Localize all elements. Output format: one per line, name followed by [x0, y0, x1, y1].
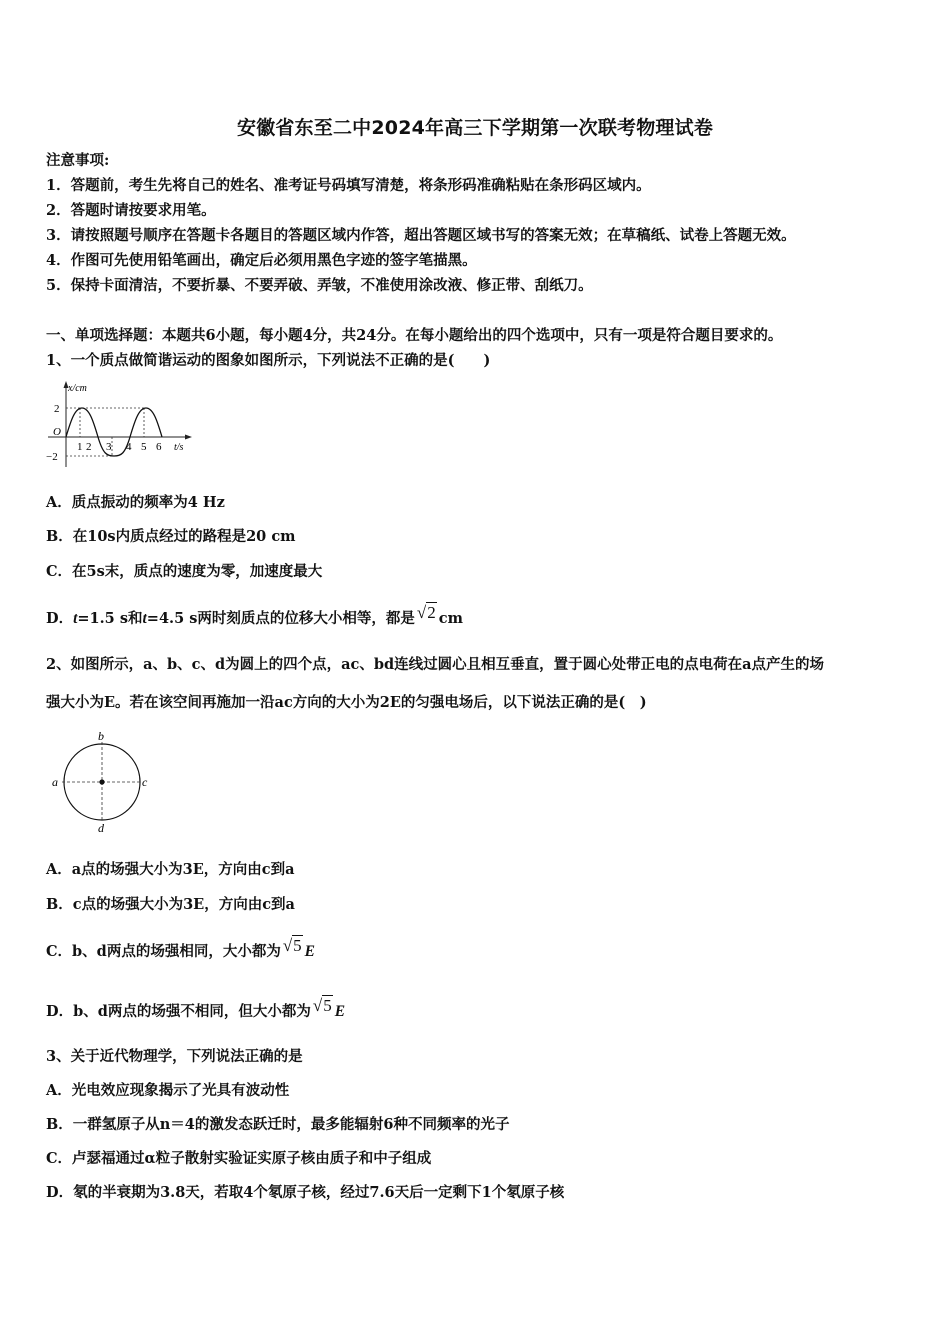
page-title: 安徽省东至二中2024年高三下学期第一次联考物理试卷 — [236, 117, 714, 139]
q1-option-d — [46, 603, 463, 629]
q1-vibration-graph — [44, 379, 194, 471]
q2-d-prefix: D．b、d两点的场强不相同，但大小都为 — [46, 1003, 311, 1020]
q1-option-c: C．在5s末，质点的速度为零，加速度最大 — [46, 563, 323, 580]
q1-option-b: B．在10s内质点经过的路程是20 cm — [46, 528, 296, 545]
x-axis-label: t/s — [174, 442, 184, 453]
notice-item-2: 2．答题时请按要求用笔。 — [46, 202, 216, 219]
x-tick-4: 4 — [126, 441, 132, 453]
notice-item-5: 5．保持卡面清洁，不要折暴、不要弄破、弄皱，不准使用涂改液、修正带、刮纸刀。 — [46, 277, 593, 294]
q3-option-c: C．卢瑟福通过α粒子散射实验证实原子核由质子和中子组成 — [46, 1150, 432, 1167]
notice-heading: 注意事项: — [46, 152, 110, 169]
q1-d-mid1: =1.5 s和 — [77, 610, 143, 627]
notice-item-3: 3．请按照题号顺序在答题卡各题目的答题区域内作答，超出答题区域书写的答案无效；在草稿纸、试卷上答题无效。 — [46, 227, 796, 244]
q2-d-unit: E — [334, 1003, 346, 1020]
y-tick-pos: 2 — [54, 403, 60, 415]
x-tick-5: 5 — [141, 441, 147, 453]
point-b-label: b — [98, 729, 104, 743]
y-tick-neg: −2 — [46, 451, 58, 463]
section-heading: 一、单项选择题：本题共6小题，每小题4分，共24分。在每小题给出的四个选项中，只有一项是符合题目要求的。 — [46, 327, 783, 344]
x-tick-1: 1 — [77, 441, 83, 453]
q3-stem: 3、关于近代物理学，下列说法正确的是 — [46, 1048, 303, 1065]
q1-stem: 1、一个质点做简谐运动的图象如图所示，下列说法不正确的是( ) — [46, 352, 491, 369]
point-d-label: d — [98, 821, 104, 835]
y-axis-label: x/cm — [68, 383, 87, 394]
q1-d-prefix: D． — [46, 610, 74, 627]
q2-c-prefix: C．b、d两点的场强相同，大小都为 — [46, 943, 281, 960]
notice-item-4: 4．作图可先使用铅笔画出，确定后必须用黑色字迹的签字笔描黑。 — [46, 252, 477, 269]
q1-option-a: A．质点振动的频率为4 Hz — [46, 494, 225, 511]
x-tick-2: 2 — [86, 441, 92, 453]
q2-circle-figure — [48, 728, 154, 836]
q2-c-sqrt: √5 — [282, 936, 302, 955]
q2-option-a: A．a点的场强大小为3E，方向由c到a — [46, 861, 295, 878]
q2-d-sqrt: √5 — [312, 996, 332, 1015]
q2-stem-line1: 2、如图所示，a、b、c、d为圆上的四个点，ac、bd连线过圆心且相互垂直，置于圆心处带正电的点电荷在a点产生的场 — [46, 656, 824, 673]
point-c-label: c — [142, 775, 148, 789]
q2-option-b: B．c点的场强大小为3E，方向由c到a — [46, 896, 295, 913]
q1-d-mid2: =4.5 s两时刻质点的位移大小相等，都是 — [146, 610, 415, 627]
q1-d-sqrt: √2 — [416, 603, 436, 622]
q1-d-t1: t — [73, 610, 78, 627]
q2-option-d — [46, 996, 346, 1022]
q1-d-unit: cm — [438, 610, 463, 627]
q2-stem-line2: 强大小为E。若在该空间再施加一沿ac方向的大小为2E的匀强电场后，以下说法正确的是( ) — [46, 694, 647, 711]
point-a-label: a — [52, 775, 58, 789]
notice-item-1: 1．答题前，考生先将自己的姓名、准考证号码填写清楚，将条形码准确粘贴在条形码区域内。 — [46, 177, 651, 194]
q3-option-a: A．光电效应现象揭示了光具有波动性 — [46, 1082, 290, 1099]
q2-c-unit: E — [304, 943, 316, 960]
origin-label: O — [53, 426, 61, 438]
q1-d-t2: t — [142, 610, 147, 627]
x-tick-6: 6 — [156, 441, 162, 453]
q3-option-b: B．一群氢原子从n＝4的激发态跃迁时，最多能辐射6种不同频率的光子 — [46, 1116, 510, 1133]
q2-option-c — [46, 936, 316, 962]
x-tick-3: 3 — [106, 441, 112, 453]
q3-option-d: D．氡的半衰期为3.8天，若取4个氡原子核，经过7.6天后一定剩下1个氡原子核 — [46, 1184, 565, 1201]
